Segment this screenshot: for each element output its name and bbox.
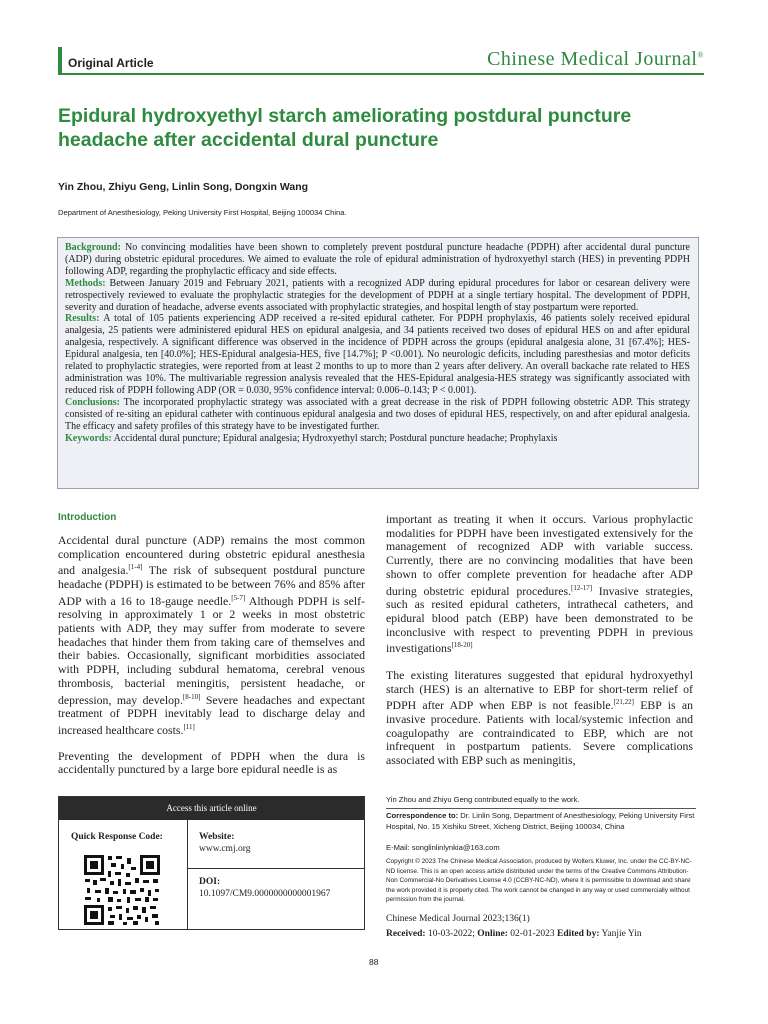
website-label: Website: bbox=[199, 832, 235, 842]
journal-name: Chinese Medical Journal bbox=[487, 48, 698, 70]
intro-p1-text-d: Severe headaches and expectant treatment of PDPH inevitably lead to discharge delay and increased healthcare costs. bbox=[58, 692, 365, 737]
intro-p3-text-b: EBP is an invasive procedure. Patients with local/systemic infection and coagulopathy are contraindicated to EBP, which are not infrequent in postpartum patients. Severe complications associated with EBP such as meningitis, bbox=[386, 698, 693, 768]
qr-code-label: Quick Response Code: bbox=[71, 832, 163, 842]
correspondence-note bbox=[386, 811, 696, 832]
section-heading-introduction: Introduction bbox=[58, 512, 117, 523]
citation-ref[interactable]: [11] bbox=[183, 722, 195, 731]
abstract-results-text: A total of 105 patients experiencing ADP received a re-sited epidural catheter. For PDPH prophylaxis, 46 patients solely received epidural analgesia, 25 patients were administered epidural HES on epidural analgesia, and 34 patients received two doses of epidural HES on and after epidural analgesia, respectively. A significant difference was observed in the incidence of PDPH across the groups (epidural analgesia alone, 31 [67.4%]; HES-Epidural analgesia, ten [40.0%]; HES-Epidural analgesia-HES, five [14.7%]; P <0.001). No neurologic deficits, including paresthesias and motor deficits related to prophylactic strategies, were reported from at least 2 months to up to more than 2 years after delivery. An overall backache rate related to HES administration was 10%. The multivariable regression analysis revealed that the HES-Epidural analgesia-HES strategy was significantly associated with reduced risk of PDPH following ADP (OR = 0.030, 95% confidence interval: 0.006–0.143; P < 0.001). bbox=[65, 313, 690, 396]
abstract-methods-text: Between January 2019 and February 2021, patients with a recognized ADP during epidural procedures for labor or cesarean delivery were retrospectively reviewed to evaluate the prophylactic strategies for the development of PDPH at a single tertiary hospital. The development of PDPH, severity and duration of headache, adverse events associated with prophylactic strategies, and hospital length of stay postpartum were reported. bbox=[65, 277, 690, 313]
abstract-background-text: No convincing modalities have been shown to completely prevent postdural puncture headache (PDPH) after accidental dural puncture (ADP) during obstetric epidural procedures. We aimed to evaluate the role of epidural administration of hydroxyethyl starch (HES) in preventing PDPH following ADP, regarding the prophylactic efficacy and side effects. bbox=[65, 242, 690, 277]
abstract-background bbox=[65, 242, 690, 278]
doi-label: DOI: bbox=[199, 877, 221, 887]
abstract-keywords-label: Keywords: bbox=[65, 432, 112, 444]
abstract-methods-label: Methods: bbox=[65, 277, 106, 289]
body-column-right bbox=[386, 513, 693, 768]
affiliation: Department of Anesthesiology, Peking University First Hospital, Beijing 100034 China. bbox=[58, 208, 347, 217]
intro-paragraph-2: Preventing the development of PDPH when the dura is accidentally punctured by a large bore epidural needle is as bbox=[58, 748, 365, 777]
website-link[interactable]: www.cmj.org bbox=[199, 844, 251, 854]
intro-paragraph-3 bbox=[386, 669, 693, 768]
intro-p1-text-c: Although PDPH is self-resolving in approximately 1 or 2 weeks in most obstetric patients with ADP, they may suffer from moderate to severe headaches that hinder them from taking care of themselves and their babies. Occasionally, significant morbidities associated with PDPH, including subdural hematoma, cerebral venous thrombosis, bacterial meningitis, persistent headache, or depression, may develop. bbox=[58, 593, 366, 707]
journal-citation: Chinese Medical Journal 2023;136(1) bbox=[386, 914, 530, 924]
abstract-conclusions-text: The incorporated prophylactic strategy was associated with a great decrease in the risk of PDPH following obstetric ADP. This strategy consisted of re-siting an epidural catheter with continuous epidural analgesia and two doses of epidural HES, respectively, on and after epidural analgesia. The efficacy and safety profiles of this strategy have to be investigated further. bbox=[65, 396, 690, 432]
correspondence-label: Correspondence to: bbox=[386, 811, 459, 820]
citation-ref[interactable]: [1-4] bbox=[128, 563, 143, 572]
intro-p1-text-a: Accidental dural puncture (ADP) remains the most common complication encountered during obstetric epidural anesthesia and analgesia. bbox=[58, 533, 365, 578]
access-box-divider bbox=[187, 868, 364, 869]
abstract-results-label: Results: bbox=[65, 313, 100, 325]
author-list: Yin Zhou, Zhiyu Geng, Linlin Song, Dongxin Wang bbox=[58, 181, 309, 193]
intro-p1-text-b: The risk of subsequent postdural puncture headache (PDPH) is estimated to be between 76% and 85% after ADP with a 16 to 18-gauge needle. bbox=[58, 563, 365, 608]
abstract-box bbox=[57, 237, 699, 489]
citation-ref[interactable]: [18-20] bbox=[451, 641, 473, 650]
online-label: Online: bbox=[477, 929, 508, 939]
footnote-rule bbox=[386, 808, 696, 809]
intro-p2-cont-text-b: Invasive strategies, such as resited epidural catheters, intrathecal catheters, and epidural blood patch (EBP) have been demonstrated to be inconclusive with respect to preventing PDPH in previous investigations bbox=[386, 583, 693, 656]
copyright-notice: Copyright © 2023 The Chinese Medical Association, produced by Wolters Kluwer, Inc. under the CC-BY-NC-ND license. This is an open access article distributed under the terms of the Creative Commons Attribution-Non Commercial-No Derivatives License 4.0 (CCBY-NC-ND), where it is permissible to download and share the work provided it is properly cited. The work cannot be changed in any way or used commercially without permission from the journal. bbox=[386, 858, 692, 904]
intro-paragraph-2-continued bbox=[386, 513, 693, 656]
abstract-methods bbox=[65, 278, 690, 314]
access-box-divider bbox=[187, 820, 188, 929]
abstract-keywords-text: Accidental dural puncture; Epidural analgesia; Hydroxyethyl starch; Postdural puncture headache; Prophylaxis bbox=[111, 432, 558, 444]
correspondence-email[interactable]: E-Mail: songlinlinlynkia@163.com bbox=[386, 843, 500, 852]
abstract-background-label: Background: bbox=[65, 242, 121, 253]
access-box-header: Access this article online bbox=[59, 797, 364, 820]
journal-logo bbox=[487, 48, 704, 71]
intro-p3-text-a: The existing literatures suggested that epidural hydroxyethyl starch (HES) is an alternative to EBP for short-term relief of PDPH after ADP when EBP is not feasible. bbox=[386, 667, 693, 713]
citation-ref[interactable]: [21,22] bbox=[613, 698, 634, 707]
body-column-left bbox=[58, 534, 365, 777]
page-number: 88 bbox=[369, 957, 379, 967]
received-date: 10-03-2022; bbox=[425, 929, 478, 939]
abstract-keywords bbox=[65, 433, 690, 445]
access-article-box bbox=[58, 796, 365, 930]
intro-p2-cont-text-a: important as treating it when it occurs. Various prophylactic modalities for PDPH have been investigated extensively for the management of recognized ADP with variable success. Currently, there are no convincing modalities that have been shown to offer complete prevention for headache after ADP during obstetric epidural procedures. bbox=[386, 512, 693, 598]
header-rule bbox=[58, 73, 704, 75]
abstract-conclusions-label: Conclusions: bbox=[65, 396, 121, 408]
equal-contribution-note: Yin Zhou and Zhiyu Geng contributed equally to the work. bbox=[386, 795, 580, 804]
abstract-conclusions bbox=[65, 397, 690, 433]
online-date: 02-01-2023 bbox=[507, 929, 557, 939]
abstract-results bbox=[65, 313, 690, 396]
edited-by-label: Edited by: bbox=[557, 929, 600, 939]
qr-code-icon[interactable] bbox=[83, 854, 161, 926]
intro-paragraph-1 bbox=[58, 534, 365, 738]
citation-ref[interactable]: [12-17] bbox=[571, 583, 593, 592]
article-title: Epidural hydroxyethyl starch ameliorating postdural puncture headache after accidental dural puncture bbox=[58, 105, 632, 151]
article-type-label: Original Article bbox=[58, 47, 154, 73]
article-dates bbox=[386, 929, 642, 939]
citation-ref[interactable]: [8-10] bbox=[182, 692, 201, 701]
received-label: Received: bbox=[386, 929, 426, 939]
doi-link[interactable]: 10.1097/CM9.0000000000001967 bbox=[199, 889, 331, 899]
correspondence-text: Dr. Linlin Song, Department of Anesthesiology, Peking University First Hospital, No. 15 Xishiku Street, Xicheng District, Beijing 100034, China bbox=[386, 811, 695, 831]
citation-ref[interactable]: [5-7] bbox=[231, 593, 246, 602]
editor-name: Yanjie Yin bbox=[599, 929, 642, 939]
journal-trademark: ® bbox=[697, 50, 704, 60]
